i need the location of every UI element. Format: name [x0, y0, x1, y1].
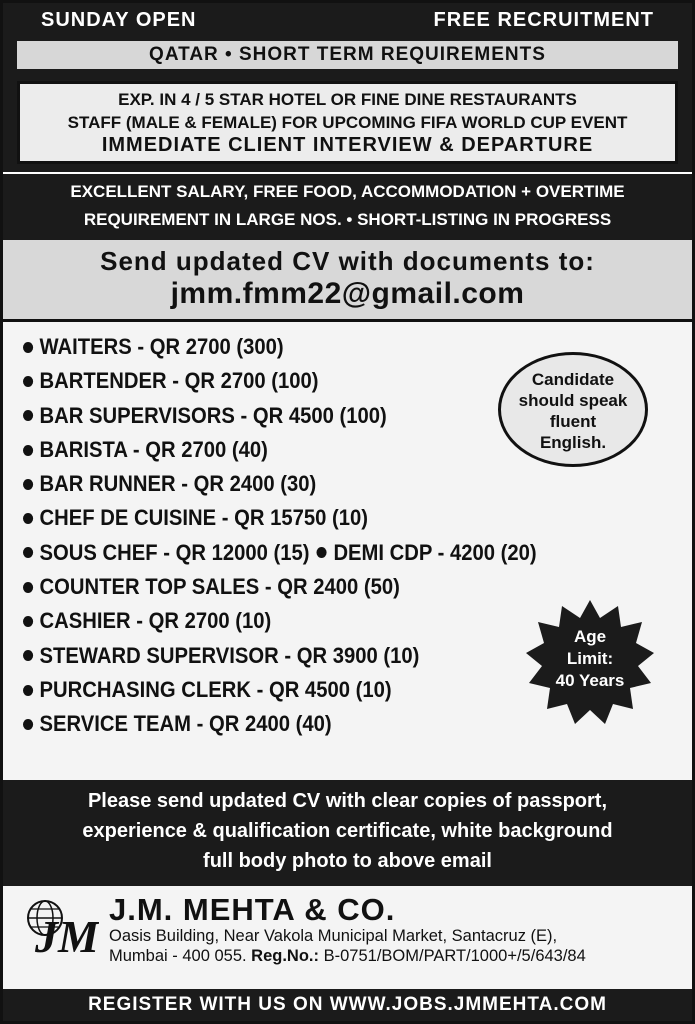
job-entry: BAR SUPERVISORS - QR 4500 (100) [39, 402, 387, 428]
english-note-line-1: Candidate [531, 370, 615, 389]
english-note-line-2: should speak [518, 391, 628, 410]
send-cv-heading: Send updated CV with documents to: [100, 246, 595, 276]
job-entry: SERVICE TEAM - QR 2400 (40) [39, 711, 332, 737]
top-band [3, 3, 692, 37]
contact-email[interactable]: jmm.fmm22@gmail.com [170, 277, 525, 310]
bullet-icon [23, 376, 33, 387]
company-city: Mumbai - 400 055. [109, 947, 247, 965]
bullet-icon [23, 616, 33, 627]
company-details [109, 894, 586, 966]
english-note-line-4: English. [539, 433, 607, 452]
job-entry: BARISTA - QR 2700 (40) [39, 436, 268, 462]
bullet-icon [23, 547, 33, 558]
job-entry: PURCHASING CLERK - QR 4500 (10) [39, 676, 392, 702]
english-note-line-3: fluent [549, 412, 597, 431]
cv-instructions-band [3, 780, 692, 886]
age-line-1: Age [573, 627, 607, 646]
free-recruitment-text: FREE RECRUITMENT [433, 8, 654, 31]
bullet-icon [23, 719, 33, 730]
qatar-band [3, 37, 692, 75]
company-address-line-2 [109, 946, 586, 966]
list-item [23, 536, 638, 570]
job-entry-demi-cdp: DEMI CDP - 4200 (20) [333, 539, 537, 565]
job-entry: COUNTER TOP SALES - QR 2400 (50) [39, 574, 400, 600]
experience-band [3, 75, 692, 172]
job-list [3, 322, 692, 780]
age-line-2: Limit: [566, 649, 614, 668]
bullet-icon [23, 650, 33, 661]
benefits-line-2: REQUIREMENT IN LARGE NOS. • SHORT-LISTING IN PROGRESS [83, 210, 612, 229]
bullet-icon [317, 547, 327, 558]
company-block [3, 886, 692, 968]
jm-logo-icon [25, 896, 99, 956]
company-address-line-1: Oasis Building, Near Vakola Municipal Market, Santacruz (E), [109, 927, 558, 945]
company-name: J.M. MEHTA & CO. [109, 892, 396, 927]
cv-instructions-line-3: full body photo to above email [203, 850, 492, 872]
cv-instructions-line-2: experience & qualification certificate, white background [82, 820, 613, 842]
benefits-band [3, 172, 692, 240]
age-line-3: 40 Years [555, 671, 625, 690]
list-item [23, 501, 638, 535]
experience-line-2: STAFF (MALE & FEMALE) FOR UPCOMING FIFA WORLD CUP EVENT [67, 113, 628, 132]
bullet-icon [23, 513, 33, 524]
qatar-short-term-heading: QATAR • SHORT TERM REQUIREMENTS [17, 41, 678, 69]
registration-number: B-0751/BOM/PART/1000+/5/643/84 [323, 947, 586, 965]
register-footer [3, 989, 692, 1021]
bullet-icon [23, 685, 33, 696]
job-entry: WAITERS - QR 2700 (300) [39, 334, 284, 359]
job-entry: STEWARD SUPERVISOR - QR 3900 (10) [39, 642, 420, 668]
job-entry: SOUS CHEF - QR 12000 (15) [39, 539, 310, 565]
list-item [23, 467, 638, 501]
sunday-open-text: SUNDAY OPEN [41, 8, 197, 31]
svg-text:JM: JM [35, 911, 99, 956]
age-limit-text [525, 626, 655, 692]
experience-box [17, 81, 678, 164]
job-entry: CHEF DE CUISINE - QR 15750 (10) [39, 505, 368, 531]
register-website-text[interactable]: REGISTER WITH US ON WWW.JOBS.JMMEHTA.COM [88, 994, 607, 1015]
bullet-icon [23, 582, 33, 593]
bullet-icon [23, 479, 33, 490]
experience-line-3: IMMEDIATE CLIENT INTERVIEW & DEPARTURE [101, 134, 594, 156]
send-cv-section [3, 240, 692, 322]
benefits-line-1: EXCELLENT SALARY, FREE FOOD, ACCOMMODATION + OVERTIME [70, 182, 625, 201]
experience-line-1: EXP. IN 4 / 5 STAR HOTEL OR FINE DINE RESTAURANTS [118, 90, 577, 109]
job-entry: CASHIER - QR 2700 (10) [39, 608, 272, 634]
job-entry: BAR RUNNER - QR 2400 (30) [39, 471, 317, 497]
bullet-icon [23, 445, 33, 456]
job-entry: BARTENDER - QR 2700 (100) [39, 368, 319, 394]
cv-instructions-line-1: Please send updated CV with clear copies of passport, [87, 790, 608, 812]
age-limit-badge [525, 598, 655, 728]
bullet-icon [23, 342, 33, 353]
registration-label: Reg.No.: [251, 947, 320, 965]
bullet-icon [23, 410, 33, 421]
english-requirement-bubble [498, 352, 648, 467]
